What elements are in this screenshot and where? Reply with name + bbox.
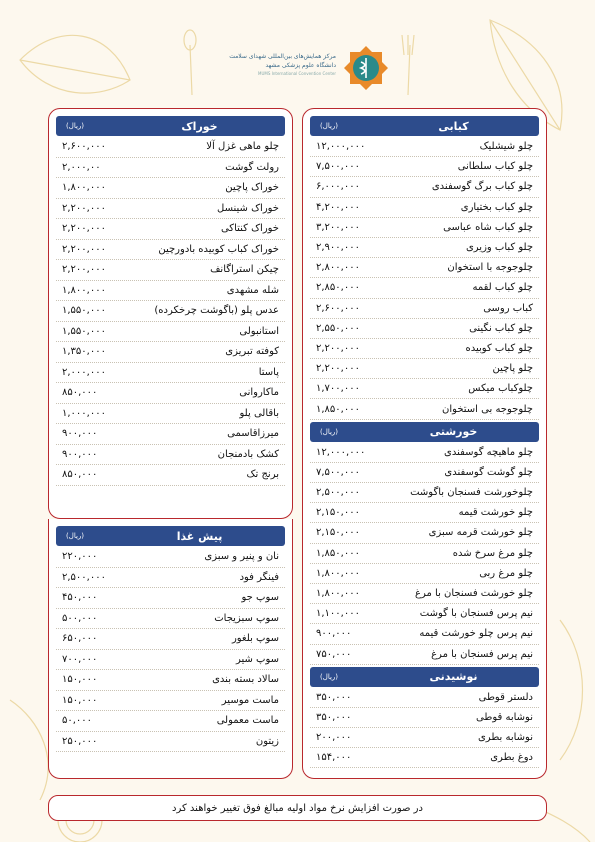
menu-item-row xyxy=(56,609,285,630)
menu-item-price: ۲,۶۰۰,۰۰۰ xyxy=(62,141,106,153)
menu-item-row xyxy=(310,379,539,399)
menu-item-row xyxy=(56,711,285,732)
menu-item-row xyxy=(56,301,285,322)
menu-item-price: ۲,۲۰۰,۰۰۰ xyxy=(316,342,360,354)
menu-item-name: خوراک پاچین xyxy=(225,182,279,194)
menu-item-row xyxy=(310,359,539,379)
nooshidani-header xyxy=(310,667,539,687)
menu-item-name: نیم پرس فسنجان با مرغ xyxy=(431,648,533,660)
menu-item-price: ۱۵۰,۰۰۰ xyxy=(62,694,98,706)
menu-item-row xyxy=(56,178,285,199)
menu-item-row xyxy=(310,339,539,359)
menu-item-name: چلو کباب سلطانی xyxy=(457,161,533,173)
khoreshti-list xyxy=(310,443,539,665)
menu-item-price: ۲,۲۰۰,۰۰۰ xyxy=(62,223,106,235)
menu-item-name: خوراک شینسل xyxy=(217,202,279,214)
menu-item-price: ۲,۲۰۰,۰۰۰ xyxy=(62,202,106,214)
menu-item-row xyxy=(310,564,539,584)
menu-item-name: چلو کباب برگ گوسفندی xyxy=(431,181,533,193)
khoreshti-title: خورشتی xyxy=(429,425,478,439)
menu-item-price: ۱۵۴,۰۰۰ xyxy=(316,752,352,764)
khorak-list xyxy=(56,137,285,486)
menu-item-price: ۲,۲۰۰,۰۰۰ xyxy=(62,264,106,276)
menu-item-price: ۶۵۰,۰۰۰ xyxy=(62,633,98,645)
menu-item-row xyxy=(310,443,539,463)
menu-item-price: ۳,۲۰۰,۰۰۰ xyxy=(316,221,360,233)
menu-item-row xyxy=(56,568,285,589)
menu-item-price: ۱,۷۰۰,۰۰۰ xyxy=(316,383,360,395)
menu-item-row xyxy=(310,463,539,483)
menu-item-name: نان و پنیر و سبزی xyxy=(204,551,279,563)
menu-item-name: چلو کباب کوبیده xyxy=(465,342,533,354)
menu-item-name: رولت گوشت xyxy=(225,161,279,173)
menu-item-name: چلو کباب شاه عباسی xyxy=(443,221,533,233)
pishghaza-panel xyxy=(48,519,293,779)
menu-item-price: ۲,۵۰۰,۰۰۰ xyxy=(316,487,360,499)
menu-item-price: ۲۰۰,۰۰۰ xyxy=(316,732,352,744)
menu-item-row xyxy=(310,299,539,319)
menu-item-row xyxy=(56,670,285,691)
menu-item-row xyxy=(310,645,539,665)
menu-item-row xyxy=(56,342,285,363)
menu-item-row xyxy=(310,748,539,768)
menu-item-name: دلستر قوطی xyxy=(478,691,533,703)
menu-item-price: ۳۵۰,۰۰۰ xyxy=(316,691,352,703)
menu-item-price: ۹۰۰,۰۰۰ xyxy=(62,428,98,440)
menu-item-name: چلو پاچین xyxy=(492,363,533,375)
menu-item-name: زیتون xyxy=(255,735,279,747)
menu-item-price: ۱۲,۰۰۰,۰۰۰ xyxy=(316,141,366,153)
kababi-header xyxy=(310,116,539,136)
menu-item-row xyxy=(56,363,285,384)
logo-english: MUMS International Convention Center xyxy=(258,71,336,76)
menu-item-name: شله مشهدی xyxy=(226,284,279,296)
menu-item-name: نیم پرس چلو خورشت قیمه xyxy=(419,628,533,640)
menu-item-name: چلو خورشت قیمه xyxy=(458,507,533,519)
menu-item-row xyxy=(56,424,285,445)
menu-item-name: سوپ سبزیجات xyxy=(214,612,279,624)
menu-item-row xyxy=(310,584,539,604)
menu-item-price: ۱۵۰,۰۰۰ xyxy=(62,674,98,686)
menu-item-row xyxy=(310,218,539,238)
menu-item-name: چیکن استراگانف xyxy=(210,264,279,276)
khorak-unit: (ریال) xyxy=(66,122,85,130)
menu-item-price: ۲,۲۰۰,۰۰۰ xyxy=(316,363,360,375)
menu-item-row xyxy=(310,399,539,419)
menu-item-row xyxy=(310,728,539,748)
menu-item-price: ۷۰۰,۰۰۰ xyxy=(62,653,98,665)
khorak-title: خوراک xyxy=(181,119,218,133)
menu-item-name: چلو مرغ سرخ شده xyxy=(452,547,533,559)
menu-item-name: چلو مرغ ربی xyxy=(479,567,533,579)
menu-item-name: چلو کباب نگینی xyxy=(469,322,533,334)
menu-item-price: ۱,۸۵۰,۰۰۰ xyxy=(316,547,360,559)
khorak-panel xyxy=(48,108,293,519)
menu-item-row xyxy=(56,691,285,712)
menu-item-row xyxy=(56,445,285,466)
menu-item-row xyxy=(310,523,539,543)
menu-item-row xyxy=(56,219,285,240)
menu-item-name: سوپ بلغور xyxy=(231,633,279,645)
menu-item-row xyxy=(310,137,539,157)
khorak-header xyxy=(56,116,285,136)
menu-item-name: چلوخورشت فسنجان باگوشت xyxy=(410,487,533,499)
menu-item-price: ۴,۲۰۰,۰۰۰ xyxy=(316,201,360,213)
menu-item-price: ۱,۵۵۰,۰۰۰ xyxy=(62,325,106,337)
menu-item-name: کوفته تبریزی xyxy=(225,346,279,358)
menu-item-price: ۱,۸۰۰,۰۰۰ xyxy=(62,284,106,296)
menu-item-row xyxy=(56,650,285,671)
nooshidani-list xyxy=(310,688,539,769)
logo-emblem-icon xyxy=(342,44,390,92)
menu-item-price: ۱,۱۰۰,۰۰۰ xyxy=(316,608,360,620)
menu-item-name: برنج تک xyxy=(246,469,279,481)
menu-item-price: ۲,۵۰۰,۰۰۰ xyxy=(62,571,106,583)
menu-item-row xyxy=(310,198,539,218)
menu-item-price: ۱۲,۰۰۰,۰۰۰ xyxy=(316,446,366,458)
menu-item-price: ۲,۱۵۰,۰۰۰ xyxy=(316,527,360,539)
menu-item-price: ۲,۹۰۰,۰۰۰ xyxy=(316,242,360,254)
menu-item-price: ۲,۱۵۰,۰۰۰ xyxy=(316,507,360,519)
menu-item-name: نیم پرس فسنجان با گوشت xyxy=(419,608,533,620)
menu-item-name: ماست معمولی xyxy=(216,715,279,727)
menu-item-name: کباب روسی xyxy=(483,302,533,314)
menu-item-price: ۱,۵۵۰,۰۰۰ xyxy=(62,305,106,317)
menu-item-price: ۱,۸۰۰,۰۰۰ xyxy=(316,567,360,579)
price-change-note xyxy=(48,795,547,821)
menu-item-row xyxy=(56,404,285,425)
menu-item-name: چلو گوشت گوسفندی xyxy=(444,466,533,478)
menu-item-price: ۵۰۰,۰۰۰ xyxy=(62,612,98,624)
menu-item-name: سوپ شیر xyxy=(235,653,279,665)
menu-item-name: فینگر فود xyxy=(239,571,279,583)
menu-item-price: ۵۰,۰۰۰ xyxy=(62,715,93,727)
menu-item-name: چلو کباب وزیری xyxy=(465,242,533,254)
menu-item-price: ۲,۸۰۰,۰۰۰ xyxy=(316,262,360,274)
menu-item-row xyxy=(310,503,539,523)
menu-item-price: ۸۵۰,۰۰۰ xyxy=(62,469,98,481)
menu-item-row xyxy=(310,688,539,708)
menu-item-row xyxy=(56,260,285,281)
menu-item-row xyxy=(310,278,539,298)
kababi-list xyxy=(310,137,539,420)
menu-item-price: ۱,۳۵۰,۰۰۰ xyxy=(62,346,106,358)
menu-item-name: نوشابه بطری xyxy=(477,732,533,744)
menu-item-price: ۴۵۰,۰۰۰ xyxy=(62,592,98,604)
menu-item-row xyxy=(310,604,539,624)
menu-item-name: چلوکباب میکس xyxy=(468,383,533,395)
menu-item-price: ۷۵۰,۰۰۰ xyxy=(316,648,352,660)
menu-item-name: چلو کباب بختیاری xyxy=(460,201,533,213)
menu-item-row xyxy=(310,483,539,503)
kababi-unit: (ریال) xyxy=(320,122,339,130)
menu-item-price: ۲,۲۰۰,۰۰۰ xyxy=(62,243,106,255)
menu-item-name: چلو شیشلیک xyxy=(479,141,533,153)
center-logo xyxy=(210,44,390,96)
pishghaza-unit: (ریال) xyxy=(66,532,85,540)
footer-text: در صورت افزایش نرخ مواد اولیه مبالغ فوق تغییر خواهند کرد xyxy=(172,802,423,814)
menu-item-name: چلو ماهیچه گوسفندی xyxy=(444,446,533,458)
menu-item-name: نوشابه قوطی xyxy=(476,711,533,723)
menu-item-price: ۲۵۰,۰۰۰ xyxy=(62,735,98,747)
menu-item-price: ۲۲۰,۰۰۰ xyxy=(62,551,98,563)
menu-item-row xyxy=(56,137,285,158)
menu-item-name: خوراک کنتاکی xyxy=(220,223,279,235)
menu-item-price: ۷,۵۰۰,۰۰۰ xyxy=(316,161,360,173)
pishghaza-list xyxy=(56,547,285,752)
menu-item-row xyxy=(310,544,539,564)
menu-item-row xyxy=(56,547,285,568)
menu-item-name: استانبولی xyxy=(239,325,279,337)
menu-item-price: ۷,۵۰۰,۰۰۰ xyxy=(316,466,360,478)
menu-item-name: دوغ بطری xyxy=(490,752,533,764)
logo-title: مرکز همایش‌های بین‌المللی شهدای سلامت xyxy=(229,53,336,60)
logo-subtitle: دانشگاه علوم پزشکی مشهد xyxy=(265,62,336,69)
menu-item-price: ۱,۸۰۰,۰۰۰ xyxy=(316,588,360,600)
nooshidani-title: نوشیدنی xyxy=(429,670,478,684)
menu-item-row xyxy=(56,240,285,261)
menu-item-row xyxy=(310,624,539,644)
menu-item-name: سوپ جو xyxy=(241,592,279,604)
menu-item-price: ۹۰۰,۰۰۰ xyxy=(62,448,98,460)
right-panel xyxy=(302,108,547,779)
menu-item-name: ماست موسیر xyxy=(221,694,279,706)
khoreshti-unit: (ریال) xyxy=(320,427,339,436)
menu-item-row xyxy=(56,199,285,220)
menu-item-row xyxy=(310,238,539,258)
menu-item-price: ۱,۸۰۰,۰۰۰ xyxy=(62,182,106,194)
pishghaza-title: پیش غذا xyxy=(176,529,223,543)
menu-item-price: ۳۵۰,۰۰۰ xyxy=(316,711,352,723)
menu-item-row xyxy=(56,383,285,404)
nooshidani-unit: (ریال) xyxy=(320,672,339,681)
menu-item-name: چلو خورشت فسنجان با مرغ xyxy=(415,588,533,600)
menu-item-name: عدس پلو (باگوشت چرخکرده) xyxy=(154,305,279,317)
menu-item-row xyxy=(56,465,285,486)
pishghaza-header xyxy=(56,526,285,546)
menu-item-name: میرزاقاسمی xyxy=(227,428,279,440)
menu-item-row xyxy=(310,319,539,339)
menu-item-row xyxy=(56,588,285,609)
menu-item-price: ۲,۰۰۰,۰۰۰ xyxy=(62,366,106,378)
menu-item-price: ۲,۰۰۰,۰۰ xyxy=(62,161,101,173)
menu-item-row xyxy=(56,732,285,753)
menu-item-price: ۹۰۰,۰۰۰ xyxy=(316,628,352,640)
menu-item-name: پاستا xyxy=(258,366,279,378)
menu-item-price: ۸۵۰,۰۰۰ xyxy=(62,387,98,399)
menu-item-price: ۲,۶۰۰,۰۰۰ xyxy=(316,302,360,314)
menu-item-name: کشک بادمنجان xyxy=(217,448,279,460)
menu-item-price: ۶,۰۰۰,۰۰۰ xyxy=(316,181,360,193)
menu-item-row xyxy=(56,158,285,179)
menu-item-price: ۲,۸۵۰,۰۰۰ xyxy=(316,282,360,294)
menu-item-price: ۱,۸۵۰,۰۰۰ xyxy=(316,403,360,415)
menu-item-row xyxy=(56,281,285,302)
menu-item-price: ۱,۰۰۰,۰۰۰ xyxy=(62,407,106,419)
menu-item-price: ۲,۵۵۰,۰۰۰ xyxy=(316,322,360,334)
menu-item-name: چلو کباب لقمه xyxy=(472,282,533,294)
menu-item-name: ماکاروانی xyxy=(239,387,279,399)
menu-item-name: چلو خورشت قرمه سبزی xyxy=(428,527,533,539)
khoreshti-header xyxy=(310,422,539,442)
menu-item-row xyxy=(56,629,285,650)
menu-item-name: چلو ماهی غزل آلا xyxy=(206,141,279,153)
menu-item-row xyxy=(310,157,539,177)
menu-item-row xyxy=(310,177,539,197)
menu-item-row xyxy=(310,708,539,728)
menu-item-name: چلوجوجه با استخوان xyxy=(447,262,533,274)
kababi-title: کبابی xyxy=(438,119,469,133)
menu-item-name: سالاد بسته بندی xyxy=(212,674,279,686)
menu-item-name: چلوجوجه بی استخوان xyxy=(442,403,533,415)
menu-item-row xyxy=(56,322,285,343)
menu-item-name: باقالی پلو xyxy=(239,407,279,419)
menu-item-name: خوراک کباب کوبیده بادورچین xyxy=(158,243,279,255)
menu-item-row xyxy=(310,258,539,278)
